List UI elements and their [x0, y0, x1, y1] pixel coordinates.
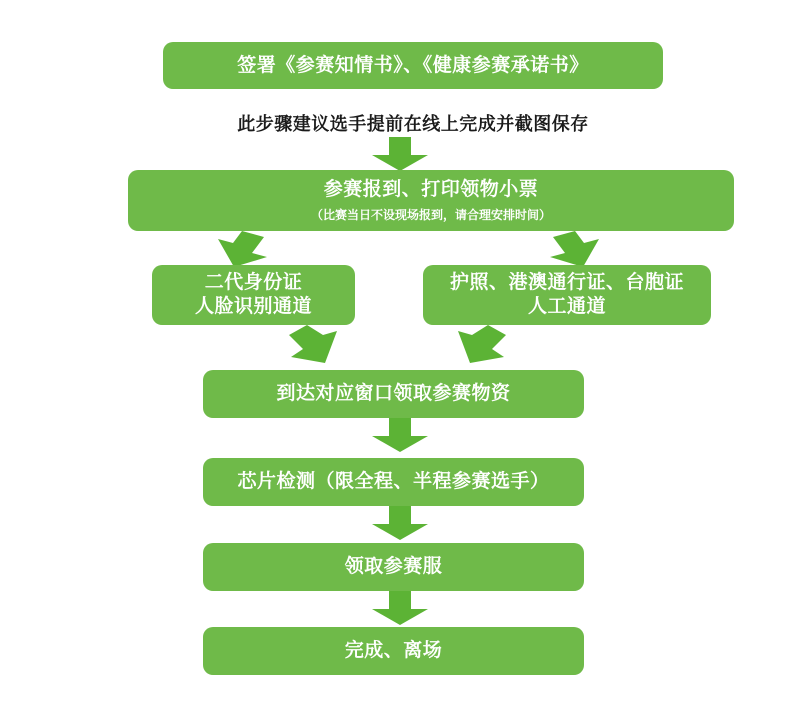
connector-sign-to-checkin — [371, 137, 429, 171]
connector-window-to-chip — [371, 418, 429, 452]
node-checkin-print-subtext: （比赛当日不设现场报到，请合理安排时间） — [310, 207, 551, 222]
connector-apparel-to-finish — [371, 591, 429, 625]
node-collect-supplies-label: 到达对应窗口领取参赛物资 — [276, 383, 511, 405]
node-sign-documents — [163, 42, 663, 89]
node-finish-exit — [203, 627, 584, 675]
node-passport-lane-label-line2: 人工通道 — [527, 296, 606, 317]
node-collect-supplies — [203, 370, 584, 418]
node-checkin-print — [128, 170, 734, 231]
connector-checkin-to-passport — [545, 231, 605, 267]
node-collect-apparel-label: 领取参赛服 — [344, 556, 443, 578]
node-sign-documents-label: 签署《参赛知情书》、《健康参赛承诺书》 — [237, 54, 589, 76]
node-collect-apparel — [203, 543, 584, 591]
node-idcard-lane-label-line1: 二代身份证 — [204, 272, 303, 294]
node-checkin-print-label: 参赛报到、打印领物小票 — [323, 179, 539, 201]
node-passport-lane-label-line1: 护照、港澳通行证、台胞证 — [449, 272, 684, 294]
node-idcard-lane — [152, 265, 355, 325]
node-finish-exit-label: 完成、离场 — [344, 640, 443, 662]
connector-checkin-to-idcard — [212, 231, 272, 267]
connector-idcard-to-window — [285, 325, 345, 363]
node-passport-lane — [423, 265, 711, 325]
note-sign-documents: 此步骤建议选手提前在线上完成并截图保存 — [237, 114, 589, 134]
node-idcard-lane-label-line2: 人脸识别通道 — [194, 296, 312, 317]
connector-passport-to-window — [450, 325, 510, 363]
node-chip-test — [203, 458, 584, 506]
node-chip-test-label: 芯片检测（限全程、半程参赛选手） — [237, 471, 550, 493]
connector-chip-to-apparel — [371, 506, 429, 540]
